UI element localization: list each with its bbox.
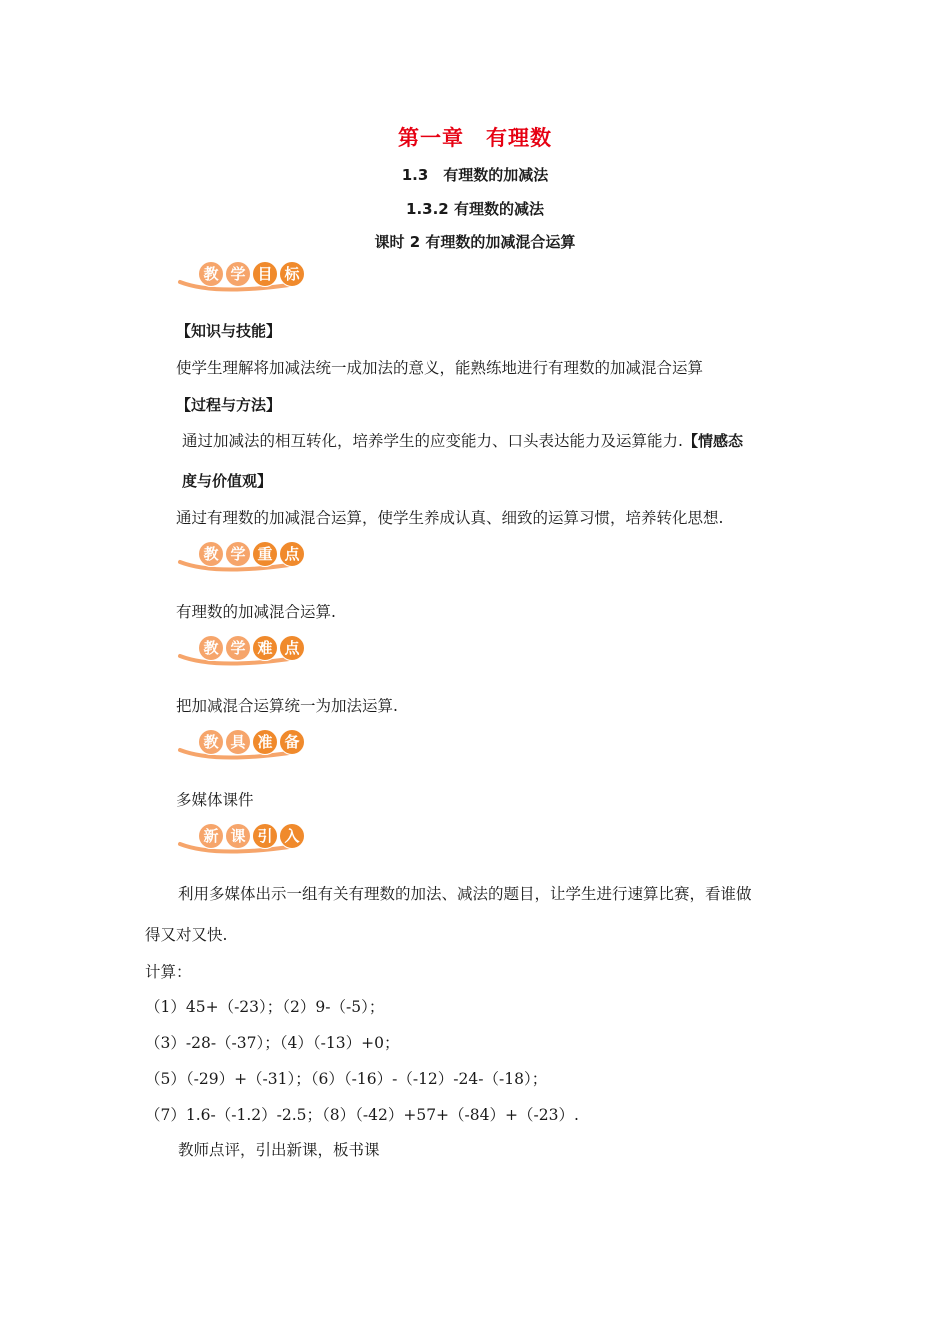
- intro-paragraph-line2: 得又对又快.: [145, 926, 228, 944]
- banner-chars: [198, 261, 305, 287]
- exercise-line: （7）1.6-（-1.2）-2.5；（8）（-42）+57+（-84）+（-23）.: [145, 1106, 579, 1124]
- banner-char: 目: [252, 261, 278, 287]
- banner-char: 重: [252, 541, 278, 567]
- calc-label: 计算：: [145, 963, 192, 981]
- banner-char: 学: [225, 261, 251, 287]
- key-points-text: 有理数的加减混合运算.: [176, 603, 336, 621]
- banner-char: 准: [252, 729, 278, 755]
- process-heading: 【过程与方法】: [176, 396, 282, 414]
- banner-char: 具: [225, 729, 251, 755]
- banner-chars: [198, 541, 305, 567]
- banner-char: 引: [252, 823, 278, 849]
- subsection-title: 1.3.2 有理数的减法: [406, 200, 544, 218]
- banner-char: 学: [225, 635, 251, 661]
- banner-char: 学: [225, 541, 251, 567]
- lesson-title: 课时 2 有理数的加减混合运算: [374, 233, 576, 251]
- key-points-banner: [176, 538, 306, 574]
- knowledge-text: 使学生理解将加减法统一成加法的意义，能熟练地进行有理数的加减混合运算: [176, 359, 704, 377]
- banner-char: 备: [279, 729, 305, 755]
- banner-char: 教: [198, 261, 224, 287]
- banner-chars: [198, 635, 305, 661]
- banner-char: 入: [279, 823, 305, 849]
- exercise-line: （1）45+（-23）；（2）9-（-5）；: [145, 998, 385, 1016]
- banner-chars: [198, 823, 305, 849]
- difficulties-text: 把加减混合运算统一为加法运算.: [176, 697, 398, 715]
- emotion-heading-end: 度与价值观】: [182, 472, 273, 490]
- process-text-line: [182, 429, 743, 451]
- banner-char: 难: [252, 635, 278, 661]
- emotion-text: 通过有理数的加减混合运算，使学生养成认真、细致的运算习惯，培养转化思想.: [176, 509, 724, 527]
- banner-char: 点: [279, 541, 305, 567]
- intro-paragraph-line1: 利用多媒体出示一组有关有理数的加法、减法的题目，让学生进行速算比赛，看谁做: [178, 885, 752, 903]
- banner-char: 教: [198, 635, 224, 661]
- section-title: 1.3 有理数的加减法: [401, 166, 549, 184]
- objectives-banner: [176, 258, 306, 294]
- banner-char: 教: [198, 729, 224, 755]
- materials-text: 多媒体课件: [176, 791, 254, 809]
- knowledge-heading: 【知识与技能】: [176, 322, 282, 340]
- exercise-line: （5）（-29）+（-31）；（6）（-16）-（-12）-24-（-18）；: [145, 1070, 548, 1088]
- chapter-title: 第一章 有理数: [398, 126, 552, 150]
- emotion-heading-start: 【情感态: [682, 432, 743, 450]
- process-text: 通过加减法的相互转化，培养学生的应变能力、口头表达能力及运算能力.: [182, 432, 683, 450]
- banner-char: 课: [225, 823, 251, 849]
- banner-char: 新: [198, 823, 224, 849]
- banner-char: 教: [198, 541, 224, 567]
- banner-chars: [198, 729, 305, 755]
- difficulties-banner: [176, 632, 306, 668]
- materials-banner: [176, 726, 306, 762]
- closing-text: 教师点评，引出新课，板书课: [178, 1141, 380, 1159]
- banner-char: 点: [279, 635, 305, 661]
- exercise-line: （3）-28-（-37）；（4）（-13）+0；: [145, 1034, 400, 1052]
- introduction-banner: [176, 820, 306, 856]
- banner-char: 标: [279, 261, 305, 287]
